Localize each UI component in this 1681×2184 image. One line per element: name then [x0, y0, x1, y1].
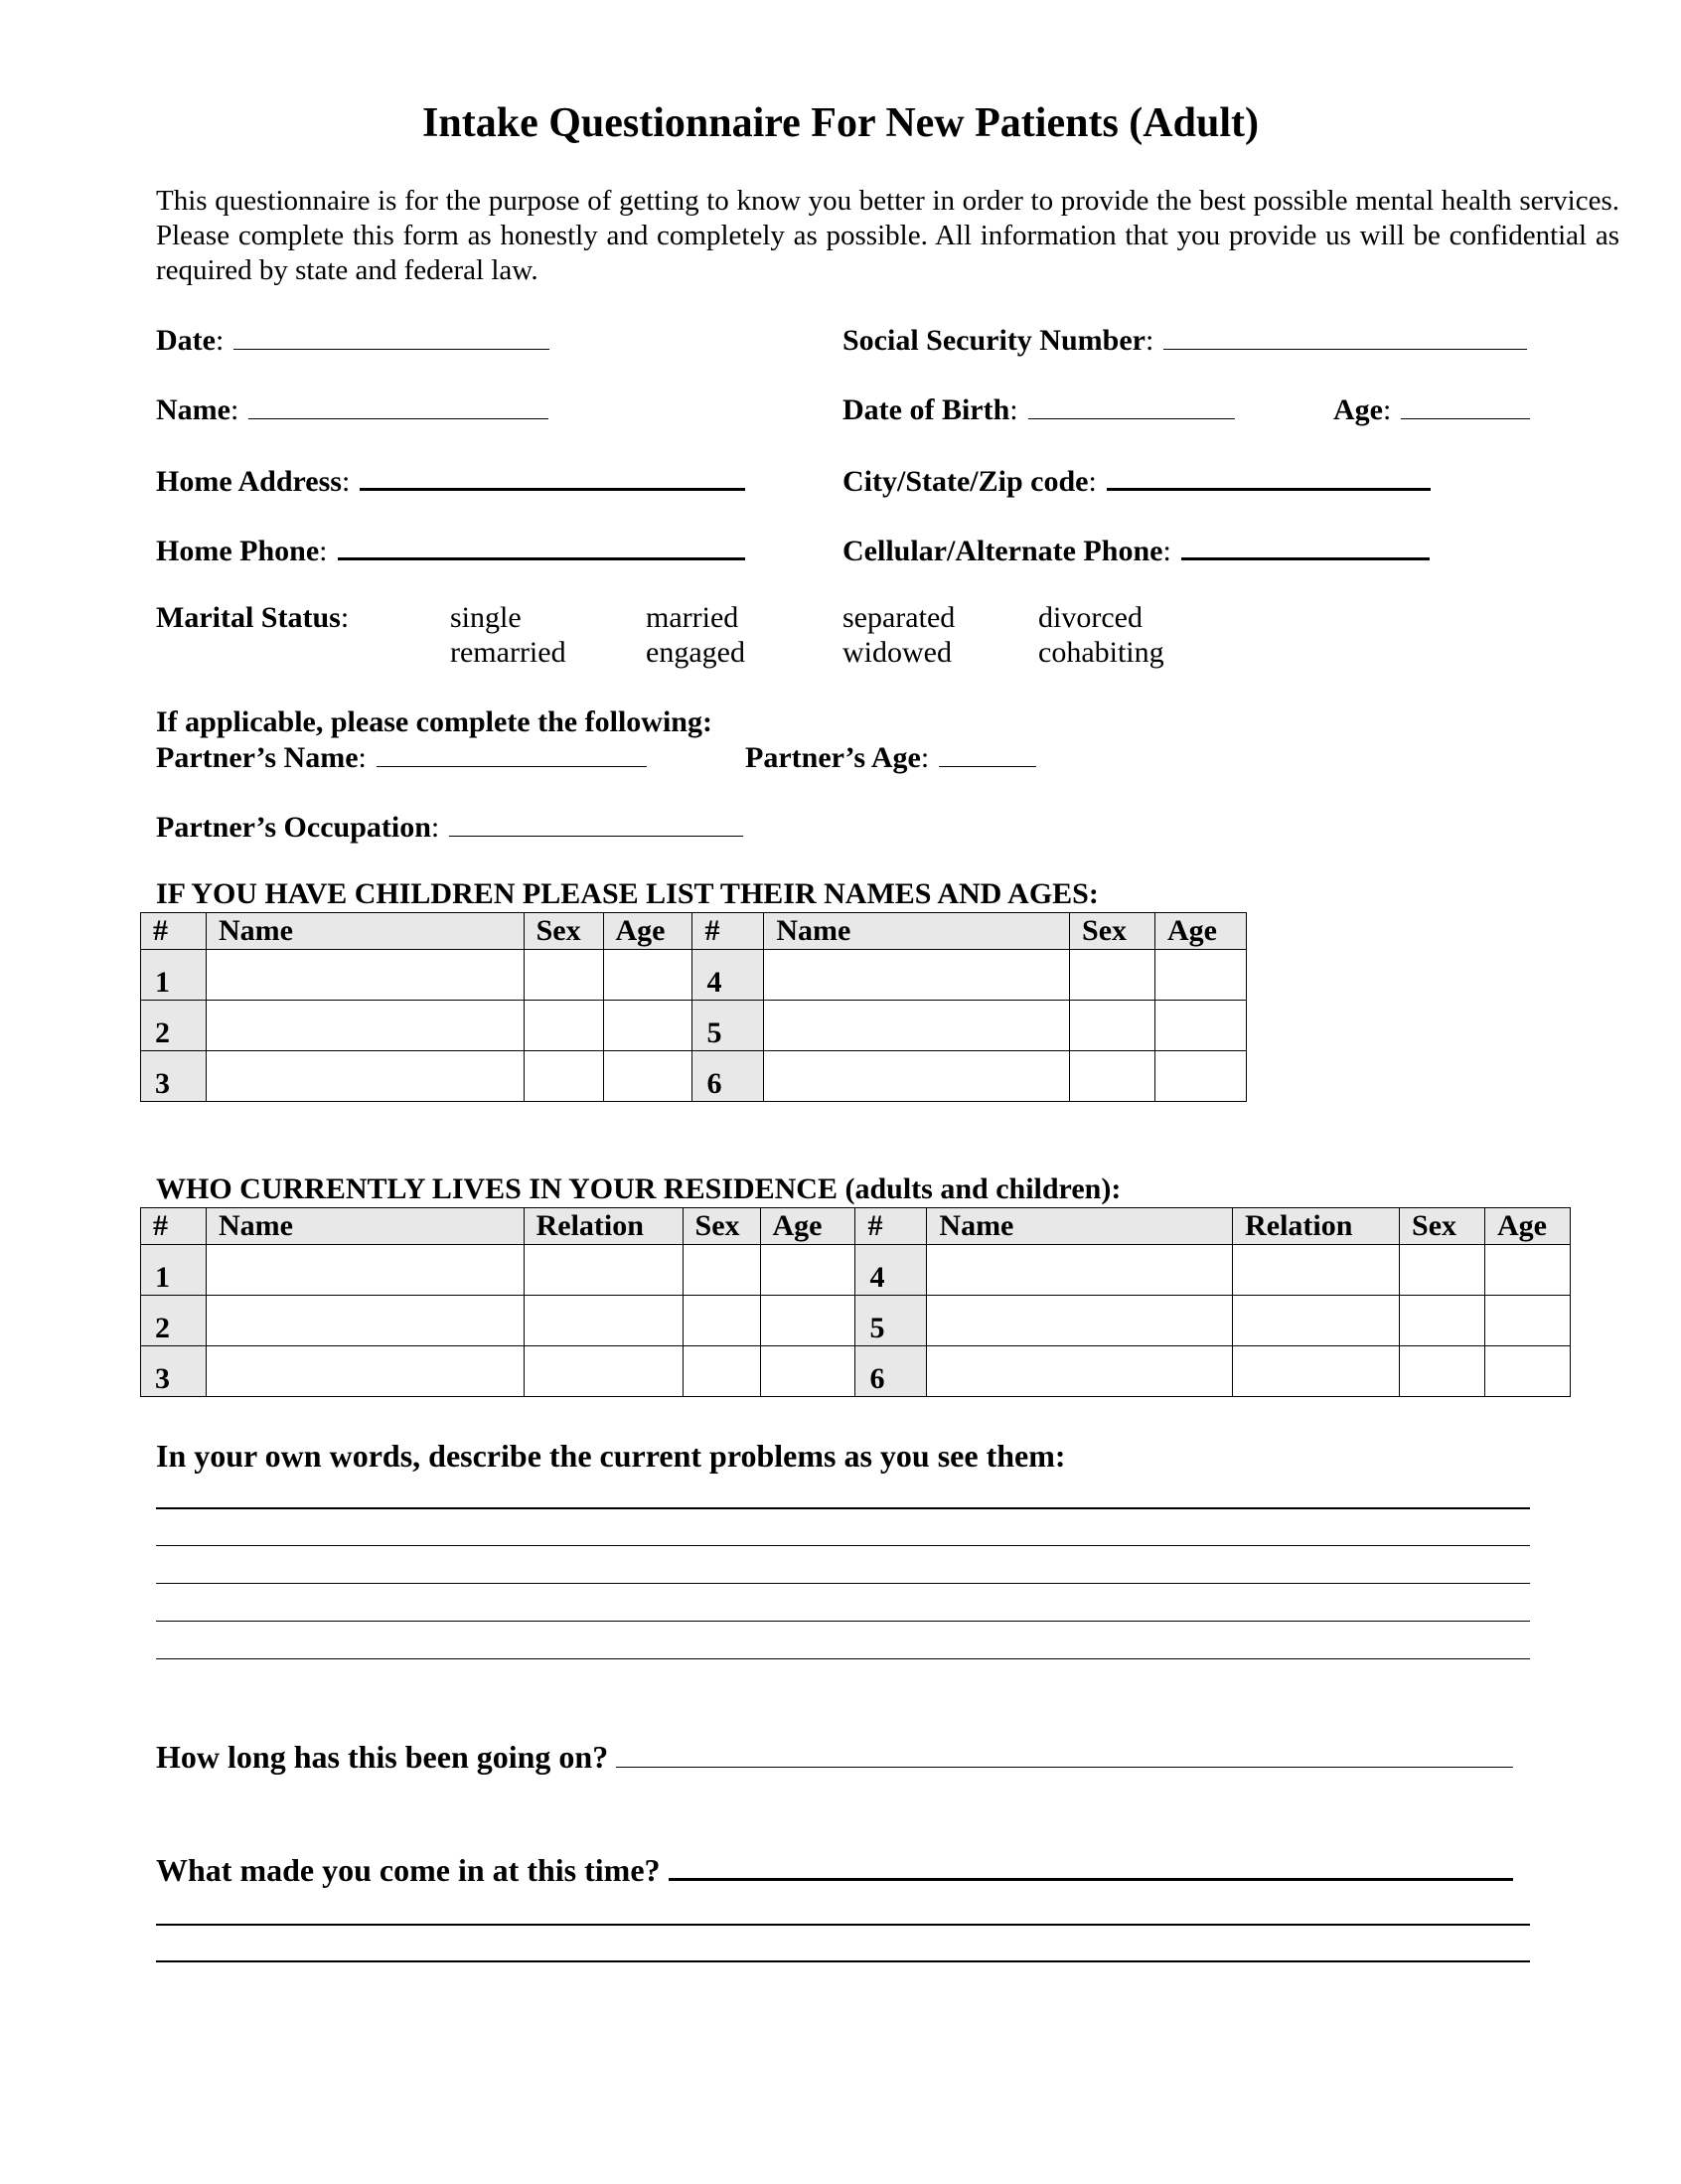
ssn-input-line[interactable]: [1163, 323, 1527, 350]
city-state-zip-input-line[interactable]: [1107, 462, 1431, 491]
sex-cell[interactable]: [1070, 950, 1155, 1001]
answer-line[interactable]: [156, 1924, 1530, 1926]
how-long-field: [156, 1739, 1513, 1776]
children-heading: IF YOU HAVE CHILDREN PLEASE LIST THEIR NAMES AND AGES:: [156, 877, 1099, 910]
row-number: 1: [141, 950, 207, 1001]
age-cell[interactable]: [760, 1296, 855, 1346]
table-row: [141, 1296, 1571, 1346]
row-number: 4: [692, 950, 764, 1001]
name-cell[interactable]: [927, 1346, 1233, 1397]
marital-option-married[interactable]: married: [646, 601, 739, 634]
page-title: Intake Questionnaire For New Patients (Adult): [422, 100, 1259, 146]
cell-phone-label: Cellular/Alternate Phone: [842, 535, 1163, 567]
children-table: [140, 912, 1247, 1102]
answer-line[interactable]: [156, 1960, 1530, 1962]
age-cell[interactable]: [603, 950, 692, 1001]
dob-input-line[interactable]: [1028, 392, 1235, 419]
why-now-question: What made you come in at this time?: [156, 1852, 661, 1888]
answer-line[interactable]: [156, 1507, 1530, 1509]
dob-field: Date of Birth:: [842, 392, 1235, 427]
name-input-line[interactable]: [248, 392, 548, 419]
partner-age-field: Partner’s Age:: [745, 740, 1036, 775]
column-header: #: [855, 1208, 927, 1245]
relation-cell[interactable]: [1233, 1245, 1400, 1296]
name-cell[interactable]: [206, 1245, 524, 1296]
relation-cell[interactable]: [1233, 1296, 1400, 1346]
sex-cell[interactable]: [524, 1051, 603, 1102]
why-now-field: [156, 1852, 1513, 1889]
sex-cell[interactable]: [524, 950, 603, 1001]
sex-cell[interactable]: [1070, 1001, 1155, 1051]
row-number: 3: [141, 1051, 207, 1102]
answer-line[interactable]: [156, 1583, 1530, 1584]
age-cell[interactable]: [1154, 1001, 1246, 1051]
partner-name-field: Partner’s Name:: [156, 740, 647, 775]
answer-line[interactable]: [156, 1545, 1530, 1546]
ssn-label: Social Security Number: [842, 324, 1146, 357]
table-row: [141, 1245, 1571, 1296]
name-cell[interactable]: [764, 1051, 1070, 1102]
cell-phone-field: Cellular/Alternate Phone:: [842, 532, 1430, 568]
age-cell[interactable]: [1484, 1245, 1570, 1296]
home-phone-input-line[interactable]: [338, 532, 745, 560]
row-number: 6: [692, 1051, 764, 1102]
table-row: [141, 1001, 1247, 1051]
table-row: [141, 950, 1247, 1001]
column-header: Sex: [683, 1208, 760, 1245]
row-number: 4: [855, 1245, 927, 1296]
marital-option-cohabiting[interactable]: cohabiting: [1038, 636, 1164, 669]
date-label: Date: [156, 324, 216, 357]
row-number: 1: [141, 1245, 207, 1296]
name-cell[interactable]: [206, 1346, 524, 1397]
name-label: Name: [156, 393, 230, 426]
column-header: Relation: [1233, 1208, 1400, 1245]
column-header: Sex: [1400, 1208, 1485, 1245]
marital-option-separated[interactable]: separated: [842, 601, 956, 634]
relation-cell[interactable]: [524, 1346, 683, 1397]
age-field: Age:: [1333, 392, 1530, 427]
home-address-input-line[interactable]: [360, 462, 745, 491]
partner-age-label: Partner’s Age: [745, 741, 921, 774]
why-now-input-line[interactable]: [669, 1852, 1513, 1881]
column-header: Age: [603, 913, 692, 950]
partner-name-input-line[interactable]: [377, 740, 647, 767]
age-input-line[interactable]: [1401, 392, 1530, 419]
cell-phone-input-line[interactable]: [1181, 532, 1430, 560]
age-cell[interactable]: [603, 1051, 692, 1102]
name-cell[interactable]: [764, 950, 1070, 1001]
age-cell[interactable]: [1484, 1296, 1570, 1346]
residence-table: [140, 1207, 1571, 1397]
age-cell[interactable]: [760, 1245, 855, 1296]
column-header: Name: [764, 913, 1070, 950]
sex-cell[interactable]: [683, 1296, 760, 1346]
ssn-field: Social Security Number:: [842, 323, 1527, 358]
column-header: #: [141, 913, 207, 950]
name-cell[interactable]: [206, 950, 524, 1001]
row-number: 5: [692, 1001, 764, 1051]
home-address-label: Home Address: [156, 465, 342, 498]
row-number: 5: [855, 1296, 927, 1346]
name-cell[interactable]: [927, 1296, 1233, 1346]
home-phone-field: Home Phone:: [156, 532, 745, 568]
table-row: [141, 1051, 1247, 1102]
partner-occupation-label: Partner’s Occupation: [156, 811, 431, 844]
column-header: #: [692, 913, 764, 950]
date-input-line[interactable]: [233, 323, 549, 350]
name-cell[interactable]: [206, 1001, 524, 1051]
answer-line[interactable]: [156, 1658, 1530, 1659]
marital-status-label: Marital Status:: [156, 601, 350, 634]
column-header: Name: [927, 1208, 1233, 1245]
city-state-zip-label: City/State/Zip code: [842, 465, 1089, 498]
marital-option-engaged[interactable]: engaged: [646, 636, 745, 669]
partner-name-label: Partner’s Name: [156, 741, 359, 774]
sex-cell[interactable]: [683, 1245, 760, 1296]
column-header: Age: [1484, 1208, 1570, 1245]
marital-option-single[interactable]: single: [450, 601, 522, 634]
sex-cell[interactable]: [1070, 1051, 1155, 1102]
partner-heading: If applicable, please complete the following:: [156, 705, 712, 738]
partner-age-input-line[interactable]: [939, 740, 1036, 767]
name-cell[interactable]: [764, 1001, 1070, 1051]
column-header: #: [141, 1208, 207, 1245]
row-number: 2: [141, 1296, 207, 1346]
relation-cell[interactable]: [1233, 1346, 1400, 1397]
name-cell[interactable]: [206, 1296, 524, 1346]
column-header: Age: [760, 1208, 855, 1245]
table-header-row: [141, 1208, 1571, 1245]
partner-occupation-field: Partner’s Occupation:: [156, 810, 743, 845]
row-number: 6: [855, 1346, 927, 1397]
age-cell[interactable]: [760, 1346, 855, 1397]
marital-option-remarried[interactable]: remarried: [450, 636, 566, 669]
marital-option-divorced[interactable]: divorced: [1038, 601, 1143, 634]
column-header: Name: [206, 1208, 524, 1245]
home-phone-label: Home Phone: [156, 535, 320, 567]
age-cell[interactable]: [1154, 950, 1246, 1001]
column-header: Age: [1154, 913, 1246, 950]
column-header: Relation: [524, 1208, 683, 1245]
row-number: 3: [141, 1346, 207, 1397]
age-cell[interactable]: [1154, 1051, 1246, 1102]
column-header: Sex: [524, 913, 603, 950]
problems-question: In your own words, describe the current problems as you see them:: [156, 1438, 1066, 1474]
dob-label: Date of Birth: [842, 393, 1010, 426]
name-field: Name:: [156, 392, 548, 427]
age-label: Age: [1333, 393, 1383, 426]
age-cell[interactable]: [603, 1001, 692, 1051]
relation-cell[interactable]: [524, 1245, 683, 1296]
residence-heading: WHO CURRENTLY LIVES IN YOUR RESIDENCE (adults and children):: [156, 1172, 1122, 1205]
age-cell[interactable]: [1484, 1346, 1570, 1397]
column-header: Sex: [1070, 913, 1155, 950]
name-cell[interactable]: [206, 1051, 524, 1102]
sex-cell[interactable]: [524, 1001, 603, 1051]
city-state-zip-field: City/State/Zip code:: [842, 462, 1431, 499]
sex-cell[interactable]: [1400, 1296, 1485, 1346]
answer-line[interactable]: [156, 1621, 1530, 1622]
partner-occupation-input-line[interactable]: [449, 810, 743, 837]
how-long-input-line[interactable]: [616, 1741, 1513, 1768]
marital-option-widowed[interactable]: widowed: [842, 636, 952, 669]
sex-cell[interactable]: [683, 1346, 760, 1397]
how-long-question: How long has this been going on?: [156, 1739, 609, 1775]
sex-cell[interactable]: [1400, 1346, 1485, 1397]
column-header: Name: [206, 913, 524, 950]
home-address-field: Home Address:: [156, 462, 745, 499]
date-field: Date:: [156, 323, 549, 358]
row-number: 2: [141, 1001, 207, 1051]
name-cell[interactable]: [927, 1245, 1233, 1296]
table-row: [141, 1346, 1571, 1397]
relation-cell[interactable]: [524, 1296, 683, 1346]
sex-cell[interactable]: [1400, 1245, 1485, 1296]
table-header-row: [141, 913, 1247, 950]
intro-paragraph: This questionnaire is for the purpose of getting to know you better in order to provide the best possible mental health services. Please complete this form as honestly and completely as possible. All information that you provide us will be confidential as required by state and federal law.: [156, 185, 1619, 286]
